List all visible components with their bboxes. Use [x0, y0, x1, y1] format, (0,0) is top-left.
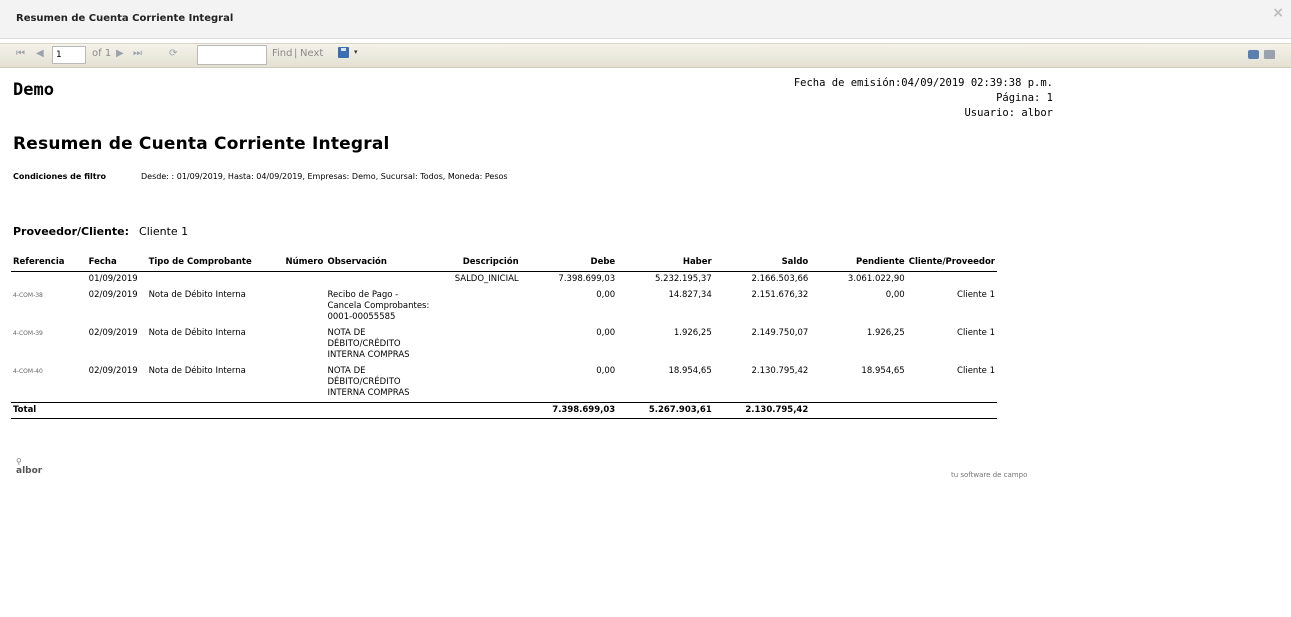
window-title: Resumen de Cuenta Corriente Integral — [16, 13, 234, 24]
user-indicator: Usuario: albor — [964, 107, 1053, 119]
cell-fecha: 02/09/2019 — [88, 366, 138, 376]
cell-cliente — [907, 272, 997, 289]
col-referencia: Referencia — [11, 255, 87, 272]
cell-tipo: Nota de Débito Interna — [148, 366, 246, 376]
cell-saldo: 2.151.676,32 — [751, 290, 809, 300]
table-row — [11, 288, 997, 326]
find-next-link[interactable]: Next — [300, 48, 324, 59]
col-saldo: Saldo — [714, 255, 811, 272]
col-cliente: Cliente/Proveedor — [907, 255, 997, 272]
cell-desc — [435, 326, 521, 364]
col-descripcion: Descripción — [435, 255, 521, 272]
cell-numero — [283, 272, 325, 289]
cell-numero — [283, 326, 325, 364]
tagline: tu software de campo — [951, 471, 1028, 479]
cell-haber: 14.827,34 — [668, 290, 712, 300]
logo-mark-icon: ⚲ — [16, 457, 22, 466]
cell-haber: 5.232.195,37 — [654, 274, 712, 284]
cell-tipo — [147, 272, 284, 289]
table-header — [11, 255, 997, 272]
cell-debe: 7.398.699,03 — [558, 274, 616, 284]
cell-ref: 4-COM-39 — [13, 330, 43, 337]
total-debe: 7.398.699,03 — [521, 403, 618, 419]
col-debe: Debe — [521, 255, 618, 272]
data-feed-icon[interactable] — [1248, 50, 1259, 59]
first-page-icon[interactable]: ⏮ — [16, 48, 25, 59]
cell-haber: 1.926,25 — [673, 328, 712, 338]
close-icon[interactable]: × — [1272, 5, 1284, 21]
total-haber: 5.267.903,61 — [617, 403, 714, 419]
prev-page-icon[interactable]: ◀ — [36, 48, 44, 59]
report-toolbar — [0, 43, 1291, 68]
cell-cliente: Cliente 1 — [957, 366, 995, 376]
find-input[interactable] — [197, 45, 267, 65]
cell-debe: 0,00 — [596, 328, 616, 338]
cell-ref: 4-COM-40 — [13, 368, 43, 375]
page-indicator: Página: 1 — [996, 92, 1053, 104]
cell-desc: SALDO_INICIAL — [454, 274, 519, 284]
cell-haber: 18.954,65 — [668, 366, 712, 376]
cell-fecha: 02/09/2019 — [88, 290, 138, 300]
col-fecha: Fecha — [87, 255, 147, 272]
find-link[interactable]: Find — [272, 48, 293, 59]
col-numero: Número — [283, 255, 325, 272]
filter-value: Desde: : 01/09/2019, Hasta: 04/09/2019, Empresas: Demo, Sucursal: Todos, Moneda: Pesos — [141, 172, 508, 181]
cell-obs: NOTA DE DÉBITO/CRÉDITO INTERNA COMPRAS — [327, 366, 410, 398]
provider-client — [13, 225, 188, 238]
cell-fecha: 01/09/2019 — [88, 274, 138, 284]
cell-pend: 3.061.022,90 — [847, 274, 905, 284]
total-label: Total — [11, 403, 87, 419]
cell-cliente: Cliente 1 — [957, 290, 995, 300]
cell-numero — [283, 364, 325, 403]
cell-obs: NOTA DE DÉBITO/CRÉDITO INTERNA COMPRAS — [327, 328, 410, 360]
table-row — [11, 364, 997, 403]
total-saldo: 2.130.795,42 — [714, 403, 811, 419]
cell-desc — [435, 288, 521, 326]
cell-ref — [11, 272, 87, 289]
cell-obs: Recibo de Pago - Cancela Comprobantes: 0001-00055585 — [327, 290, 430, 322]
albor-logo — [16, 458, 42, 476]
cell-saldo: 2.149.750,07 — [751, 328, 809, 338]
next-page-icon[interactable]: ▶ — [116, 48, 124, 59]
total-row — [11, 403, 997, 419]
col-tipo: Tipo de Comprobante — [147, 255, 284, 272]
cell-desc — [435, 364, 521, 403]
col-haber: Haber — [617, 255, 714, 272]
cell-numero — [283, 288, 325, 326]
cell-debe: 0,00 — [596, 290, 616, 300]
cell-tipo: Nota de Débito Interna — [148, 290, 246, 300]
account-table — [11, 255, 997, 419]
logo-text: albor — [16, 466, 43, 476]
cell-saldo: 2.130.795,42 — [751, 366, 809, 376]
cell-pend: 0,00 — [885, 290, 905, 300]
cell-pend: 18.954,65 — [861, 366, 905, 376]
col-pendiente: Pendiente — [810, 255, 906, 272]
provider-client-label: Proveedor/Cliente: — [13, 225, 130, 238]
provider-client-value: Cliente 1 — [139, 225, 189, 238]
print-icon[interactable] — [1264, 50, 1275, 59]
cell-pend: 1.926,25 — [866, 328, 905, 338]
page-count-label: of 1 — [92, 48, 112, 59]
window-titlebar — [0, 0, 1291, 39]
table-row — [11, 326, 997, 364]
cell-saldo: 2.166.503,66 — [751, 274, 809, 284]
export-dropdown-icon[interactable]: ▾ — [354, 48, 358, 56]
last-page-icon[interactable]: ⏭ — [133, 48, 142, 59]
export-save-icon[interactable] — [338, 47, 349, 58]
table-row — [11, 272, 997, 289]
cell-fecha: 02/09/2019 — [88, 328, 138, 338]
emission-date: Fecha de emisión:04/09/2019 02:39:38 p.m. — [793, 77, 1053, 89]
cell-debe: 0,00 — [596, 366, 616, 376]
company-name: Demo — [13, 80, 54, 100]
cell-obs — [325, 272, 434, 289]
toolbar-separator: | — [294, 48, 298, 59]
refresh-icon[interactable]: ⟳ — [169, 48, 178, 59]
col-observacion: Observación — [325, 255, 434, 272]
filter-label: Condiciones de filtro — [13, 172, 107, 181]
cell-tipo: Nota de Débito Interna — [148, 328, 246, 338]
report-header-info — [794, 76, 1053, 121]
report-title: Resumen de Cuenta Corriente Integral — [13, 134, 390, 154]
cell-ref: 4-COM-38 — [13, 292, 43, 299]
page-number-input[interactable] — [52, 46, 86, 64]
cell-cliente: Cliente 1 — [957, 328, 995, 338]
